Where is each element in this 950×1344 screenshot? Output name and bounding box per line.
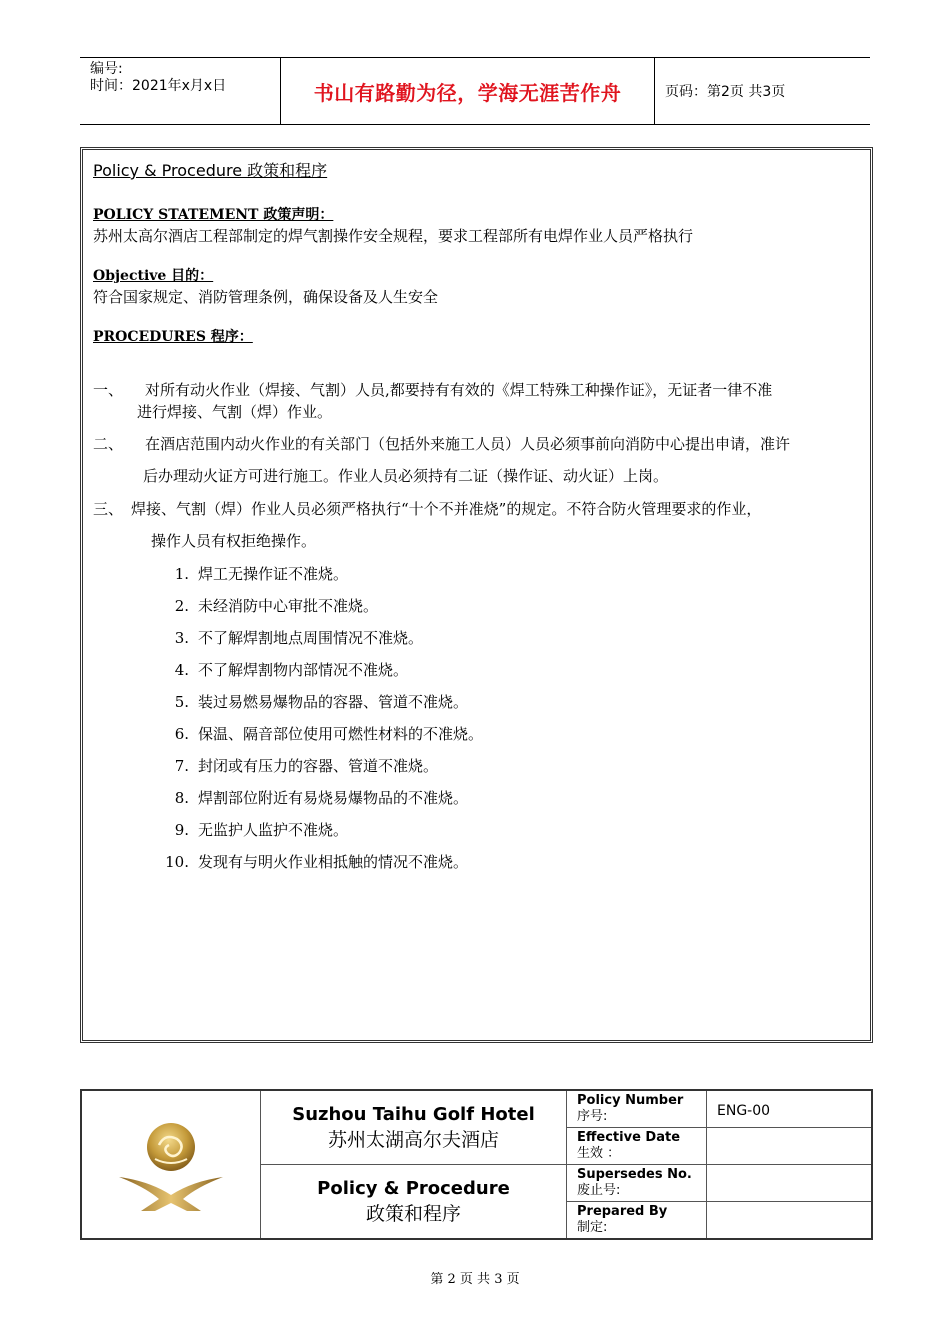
prepared-by-label-zh: 制定: [577, 1220, 608, 1235]
rule-text: 不了解焊割物内部情况不准烧。 [198, 661, 409, 679]
effective-date-row [567, 1128, 871, 1165]
rule-item [161, 660, 408, 680]
supersedes-label [567, 1165, 707, 1201]
procedure-number: 一、 [93, 381, 124, 399]
document-header [80, 57, 870, 125]
rule-item [161, 692, 468, 712]
rule-number: 3. [174, 629, 189, 647]
rule-item [161, 852, 468, 872]
procedure-line: 在酒店范围内动火作业的有关部门（包括外来施工人员）人员必须事前向消防中心提出申请，准许 [145, 435, 791, 453]
policy-name-en: Policy & Procedure [317, 1177, 510, 1199]
rule-item [161, 820, 348, 840]
document-time-label: 时间：2021年x月x日 [90, 78, 227, 94]
policy-number-value: ENG-00 [717, 1103, 771, 1119]
rule-text: 封闭或有压力的容器、管道不准烧。 [198, 757, 439, 775]
document-number-label: 编号: [90, 61, 123, 77]
policy-number-label-en: Policy Number [577, 1093, 684, 1108]
procedure-line: 焊接、气割（焊）作业人员必须严格执行“十个不并准烧”的规定。不符合防火管理要求的作业， [131, 500, 762, 518]
rule-number: 2. [174, 597, 189, 615]
rule-text: 保温、隔音部位使用可燃性材料的不准烧。 [198, 725, 484, 743]
rule-text: 发现有与明火作业相抵触的情况不准烧。 [198, 853, 469, 871]
prepared-by-value [707, 1202, 871, 1238]
hotel-name-block [261, 1091, 566, 1165]
rule-item [161, 628, 423, 648]
rule-text: 未经消防中心审批不准烧。 [198, 597, 379, 615]
rule-text: 无监护人监护不准烧。 [198, 821, 349, 839]
supersedes-label-en: Supersedes No. [577, 1167, 692, 1182]
procedure-number: 二、 [93, 435, 124, 453]
procedure-line: 操作人员有权拒绝操作。 [151, 532, 317, 550]
rule-number: 7. [174, 757, 189, 775]
prepared-by-label [567, 1202, 707, 1238]
rule-number: 4. [174, 661, 189, 679]
policy-title: Policy & Procedure 政策和程序 [93, 161, 328, 180]
hotel-logo-icon [111, 1115, 231, 1215]
rule-item [161, 564, 348, 584]
policy-content-box [80, 147, 873, 1043]
header-meta-cell [80, 58, 281, 124]
procedures-heading: PROCEDURES 程序： [93, 329, 253, 345]
objective-heading: Objective 目的： [93, 268, 214, 284]
policy-number-label-zh: 序号: [577, 1109, 608, 1124]
rule-item [161, 724, 483, 744]
policy-number-row [567, 1091, 871, 1128]
hotel-name-cell [261, 1091, 567, 1238]
header-page-label: 页码：第2页 共3页 [665, 84, 786, 100]
supersedes-label-zh: 废止号: [577, 1183, 621, 1198]
policy-statement-heading: POLICY STATEMENT 政策声明： [93, 207, 334, 223]
prepared-by-row [567, 1202, 871, 1238]
hotel-name-en: Suzhou Taihu Golf Hotel [292, 1103, 535, 1125]
rule-item [161, 756, 438, 776]
rule-number: 6. [174, 725, 189, 743]
hotel-name-zh: 苏州太湖高尔夫酒店 [327, 1128, 499, 1151]
procedure-number: 三、 [93, 500, 124, 518]
policy-statement-text: 苏州太高尔酒店工程部制定的焊气割操作安全规程，要求工程部所有电焊作业人员严格执行 [93, 227, 694, 245]
procedure-line: 进行焊接、气割（焊）作业。 [137, 403, 333, 421]
rule-text: 焊割部位附近有易烧易爆物品的不准烧。 [198, 789, 469, 807]
rule-number: 8. [174, 789, 189, 807]
rule-item [161, 596, 378, 616]
hotel-footer-table [80, 1089, 873, 1240]
rule-number: 5. [174, 693, 189, 711]
header-motto: 书山有路勤为径，学海无涯苦作舟 [281, 58, 655, 124]
procedure-line: 对所有动火作业（焊接、气割）人员,都要持有有效的《焊工特殊工种操作证》，无证者一律不准 [145, 381, 773, 399]
supersedes-value [707, 1165, 871, 1201]
supersedes-row [567, 1165, 871, 1202]
policy-number-label [567, 1091, 707, 1127]
prepared-by-label-en: Prepared By [577, 1204, 668, 1219]
procedure-line: 后办理动火证方可进行施工。作业人员必须持有二证（操作证、动火证）上岗。 [143, 467, 669, 485]
rule-text: 装过易燃易爆物品的容器、管道不准烧。 [198, 693, 469, 711]
rule-text: 焊工无操作证不准烧。 [198, 565, 349, 583]
effective-date-label-zh: 生效 ： [577, 1146, 621, 1161]
policy-name-block [261, 1165, 566, 1238]
hotel-logo-cell [82, 1091, 261, 1238]
rule-text: 不了解焊割地点周围情况不准烧。 [198, 629, 424, 647]
rule-number: 10. [165, 853, 189, 871]
objective-text: 符合国家规定、消防管理条例，确保设备及人生安全 [93, 288, 439, 306]
effective-date-value [707, 1128, 871, 1164]
policy-name-zh: 政策和程序 [365, 1202, 461, 1225]
rule-number: 1. [174, 565, 189, 583]
policy-meta-cell [567, 1091, 871, 1238]
page-footer: 第 2 页 共 3 页 [430, 1272, 520, 1287]
effective-date-label-en: Effective Date [577, 1130, 681, 1145]
rule-item [161, 788, 468, 808]
rule-number: 9. [174, 821, 189, 839]
effective-date-label [567, 1128, 707, 1164]
